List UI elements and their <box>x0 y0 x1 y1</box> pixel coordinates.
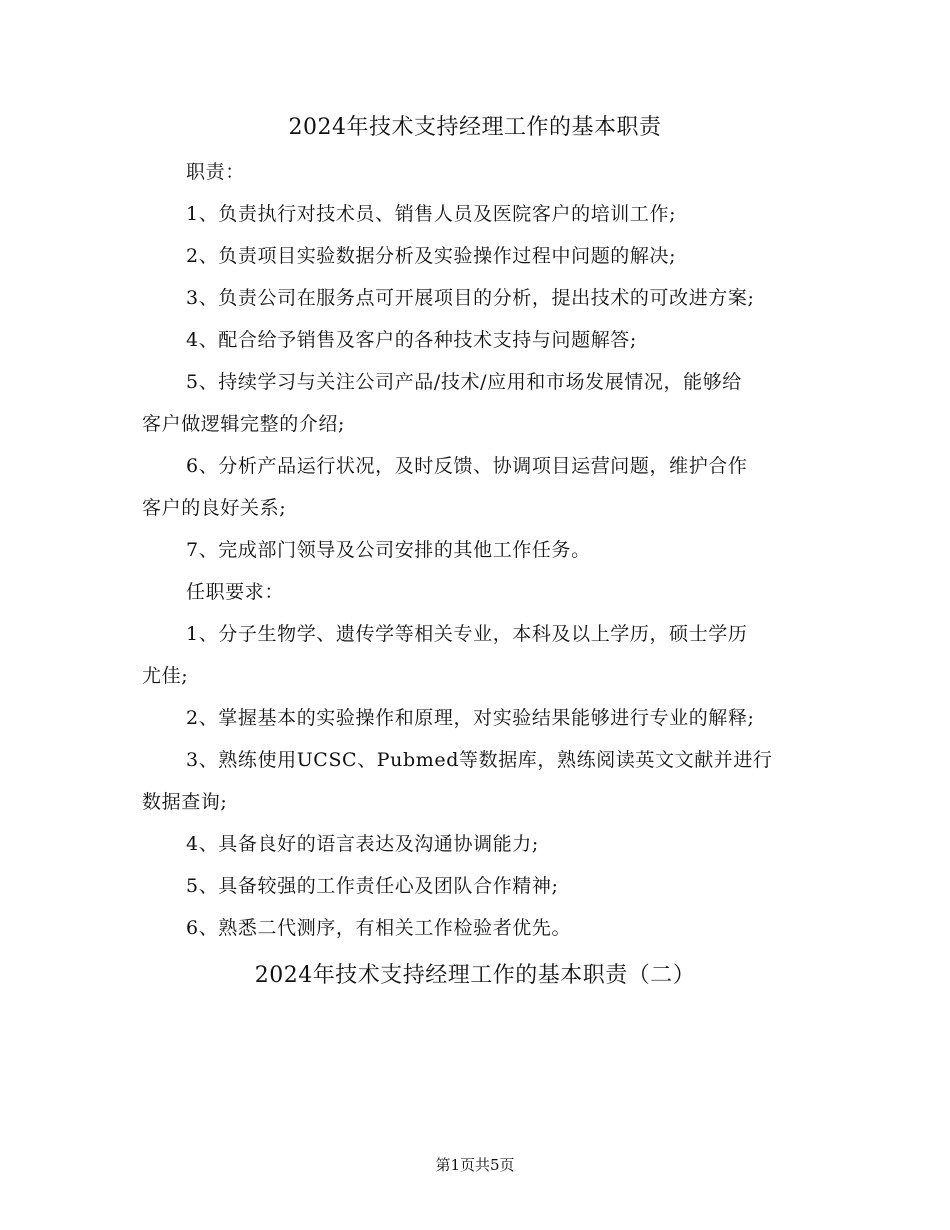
section-two-title: 2024年技术支持经理工作的基本职责（二） <box>254 963 696 988</box>
requirement-item-3-continuation: 数据查询; <box>142 791 228 813</box>
duty-item-7: 7、完成部门领导及公司安排的其他工作任务。 <box>186 539 591 561</box>
duty-item-4: 4、配合给予销售及客户的各种技术支持与问题解答; <box>186 329 637 351</box>
requirement-item-2: 2、掌握基本的实验操作和原理，对实验结果能够进行专业的解释; <box>186 707 755 729</box>
page-number-footer: 第1页共5页 <box>435 1156 515 1174</box>
document-title: 2024年技术支持经理工作的基本职责 <box>288 115 662 140</box>
duty-item-3: 3、负责公司在服务点可开展项目的分析，提出技术的可改进方案; <box>186 287 755 309</box>
duties-heading: 职责： <box>186 161 245 183</box>
requirement-item-5: 5、具备较强的工作责任心及团队合作精神; <box>186 875 559 897</box>
duty-item-2: 2、负责项目实验数据分析及实验操作过程中问题的解决; <box>186 245 677 267</box>
duty-item-1: 1、负责执行对技术员、销售人员及医院客户的培训工作; <box>186 203 677 225</box>
requirement-item-4: 4、具备良好的语言表达及沟通协调能力; <box>186 833 539 855</box>
requirement-item-3: 3、熟练使用UCSC、Pubmed等数据库，熟练阅读英文文献并进行 <box>186 749 773 771</box>
duty-item-6-continuation: 客户的良好关系; <box>142 497 287 519</box>
requirement-item-1-continuation: 尤佳; <box>142 665 189 687</box>
requirement-item-1: 1、分子生物学、遗传学等相关专业，本科及以上学历，硕士学历 <box>186 623 748 645</box>
requirement-item-6: 6、熟悉二代测序，有相关工作检验者优先。 <box>186 917 572 939</box>
requirements-heading: 任职要求： <box>186 581 285 603</box>
duty-item-5-continuation: 客户做逻辑完整的介绍; <box>142 413 346 435</box>
duty-item-6: 6、分析产品运行状况，及时反馈、协调项目运营问题，维护合作 <box>186 455 748 477</box>
duty-item-5: 5、持续学习与关注公司产品/技术/应用和市场发展情况，能够给 <box>186 371 742 393</box>
